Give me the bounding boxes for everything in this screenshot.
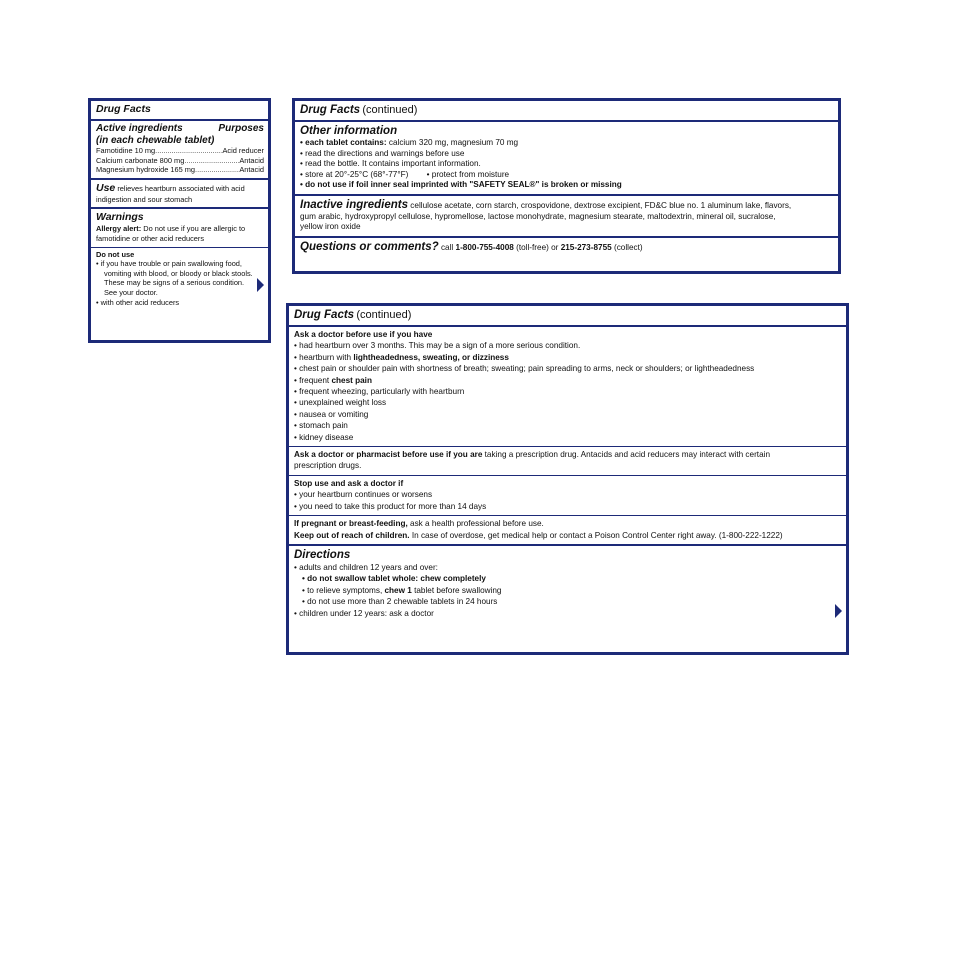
keep-out-heading: Keep out of reach of children. [294, 530, 410, 540]
keep-out-text: In case of overdose, get medical help or contact a Poison Control Center right away. (1-800-222-1222) [411, 530, 783, 540]
phone-collect: 215-273-8755 [560, 242, 612, 252]
questions-mid: (toll-free) or [516, 242, 559, 252]
stop-use-heading: Stop use and ask a doctor if [294, 478, 404, 488]
use-heading: Use [96, 181, 116, 194]
pregnant-text: ask a health professional before use. [410, 519, 544, 529]
panel-2-title-section [295, 101, 838, 122]
panel-3-title: Drug Facts [294, 309, 355, 321]
panel-3-title-section [289, 306, 846, 327]
do-not-use-line: These may be signs of a serious condition. [104, 278, 245, 288]
drug-facts-panel-3 [286, 303, 849, 655]
purposes-heading: Purposes [218, 123, 264, 134]
active-ingredients-section [91, 121, 268, 180]
directions-line: • do not swallow tablet whole: chew completely [302, 574, 486, 584]
ask-doctor-line-bold: lightheadedness, sweating, or dizziness [353, 352, 509, 362]
use-text-2: indigestion and sour stomach [96, 194, 193, 204]
phone-toll-free: 1-800-755-4008 [455, 242, 514, 252]
use-text-1: relieves heartburn associated with acid [117, 183, 245, 193]
inactive-ingredients-heading: Inactive ingredients [300, 198, 409, 211]
leader-dots [184, 156, 239, 166]
moisture-text: • protect from moisture [426, 169, 510, 179]
other-info-line: • read the directions and warnings before use [300, 148, 465, 158]
ask-doctor-line: • frequent wheezing, particularly with heartburn [294, 387, 465, 397]
ask-doctor-line: • stomach pain [294, 421, 348, 431]
other-info-line: • read the bottle. It contains important information. [300, 159, 481, 168]
panel-2-continued: (continued) [362, 104, 418, 116]
do-not-use-line: See your doctor. [104, 287, 158, 297]
use-section [91, 180, 268, 210]
drug-facts-panel-2 [292, 98, 841, 274]
inactive-line-1: cellulose acetate, corn starch, crospovidone, dextrose excipient, FD&C blue no. 1 aluminum lake, flavors, [410, 200, 792, 210]
ask-doctor-line: • kidney disease [294, 432, 354, 442]
allergy-alert-text-2: famotidine or other acid reducers [96, 233, 205, 243]
questions-heading: Questions or comments? [300, 240, 439, 253]
arrow-right-icon [257, 278, 264, 292]
questions-section [295, 238, 838, 257]
warnings-section [91, 209, 268, 247]
directions-line: • adults and children 12 years and over: [294, 562, 438, 572]
arrow-right-icon [835, 604, 842, 618]
active-ingredients-subheading: (in each chewable tablet) [96, 134, 215, 146]
allergy-alert-label: Allergy alert: [96, 224, 142, 234]
allergy-alert-text-1: Do not use if you are allergic to [143, 224, 246, 234]
directions-line-bold: chew 1 [384, 585, 412, 595]
ingredient-name: Magnesium hydroxide 165 mg [96, 165, 196, 175]
directions-heading: Directions [294, 548, 351, 561]
ask-doctor-heading: Ask a doctor before use if you have [294, 330, 433, 339]
ask-doctor-section [289, 327, 846, 447]
directions-line: • children under 12 years: ask a doctor [294, 608, 434, 618]
stop-use-section [289, 476, 846, 516]
active-ingredients-heading: Active ingredients [96, 123, 183, 134]
ask-doctor-line: • had heartburn over 3 months. This may be a sign of a more serious condition. [294, 341, 581, 351]
pregnancy-section [289, 516, 846, 546]
leader-dots [155, 146, 222, 156]
ingredient-name: Calcium carbonate 800 mg [96, 155, 185, 165]
other-information-heading: Other information [300, 125, 398, 137]
do-not-use-line: • if you have trouble or pain swallowing food, [96, 259, 242, 269]
drug-facts-panel-1 [88, 98, 271, 343]
ingredient-purpose: Acid reducer [222, 146, 264, 155]
panel-2-title: Drug Facts [300, 104, 361, 116]
ingredient-row [96, 165, 264, 175]
ask-doctor-line: • nausea or vomiting [294, 409, 369, 419]
questions-pre: call [440, 242, 454, 252]
panel-3-continued: (continued) [356, 309, 412, 321]
other-information-section [295, 122, 838, 196]
ingredient-row [96, 156, 264, 166]
ingredient-name: Famotidine 10 mg [96, 146, 156, 155]
safety-seal-text: • do not use if foil inner seal imprinted with "SAFETY SEAL®" is broken or missing [300, 180, 622, 189]
pregnant-heading: If pregnant or breast-feeding, [294, 519, 408, 529]
directions-section [289, 546, 846, 622]
do-not-use-heading: Do not use [96, 249, 135, 259]
ask-doctor-line-bold: chest pain [331, 375, 372, 385]
tablet-contains-text: calcium 320 mg, magnesium 70 mg [388, 138, 519, 147]
ingredient-row [96, 146, 264, 156]
ask-pharmacist-text-2: prescription drugs. [294, 461, 362, 471]
do-not-use-line: vomiting with blood, or bloody or black stools. [104, 268, 253, 278]
stop-use-line: • you need to take this product for more than 14 days [294, 501, 487, 511]
ask-pharmacist-heading: Ask a doctor or pharmacist before use if you are [294, 450, 483, 460]
panel-1-title: Drug Facts [96, 103, 151, 115]
ask-doctor-line: • unexplained weight loss [294, 398, 387, 408]
directions-line: tablet before swallowing [414, 585, 502, 595]
tablet-contains-label: • each tablet contains: [300, 138, 387, 147]
inactive-line-2: gum arabic, hydroxypropyl cellulose, hypromellose, lactose monohydrate, magnesium stearate, maltodextrin, mineral oil, sucralose, [300, 211, 776, 221]
do-not-use-section [91, 248, 268, 323]
inactive-ingredients-section [295, 196, 838, 238]
ingredient-purpose: Antacid [239, 165, 264, 175]
warnings-heading: Warnings [96, 211, 144, 224]
ask-doctor-line: • heartburn with [294, 352, 352, 362]
panel-1-title-section [91, 101, 268, 121]
storage-text: • store at 20°-25°C (68°-77°F) [300, 169, 409, 179]
leader-dots [195, 165, 239, 175]
questions-post: (collect) [613, 242, 643, 252]
ingredient-purpose: Antacid [239, 155, 264, 165]
stop-use-line: • your heartburn continues or worsens [294, 490, 433, 500]
ask-pharmacist-text-1: taking a prescription drug. Antacids and acid reducers may interact with certain [484, 450, 770, 460]
directions-line: • to relieve symptoms, [302, 585, 383, 595]
ask-doctor-line: • frequent [294, 375, 330, 385]
do-not-use-line: • with other acid reducers [96, 297, 180, 307]
directions-line: • do not use more than 2 chewable tablets in 24 hours [302, 597, 498, 607]
ask-pharmacist-section [289, 447, 846, 476]
inactive-line-3: yellow iron oxide [300, 222, 361, 231]
ask-doctor-line: • chest pain or shoulder pain with shortness of breath; sweating; pain spreading to arms, neck or shoulders; or lightheadedness [294, 364, 755, 374]
